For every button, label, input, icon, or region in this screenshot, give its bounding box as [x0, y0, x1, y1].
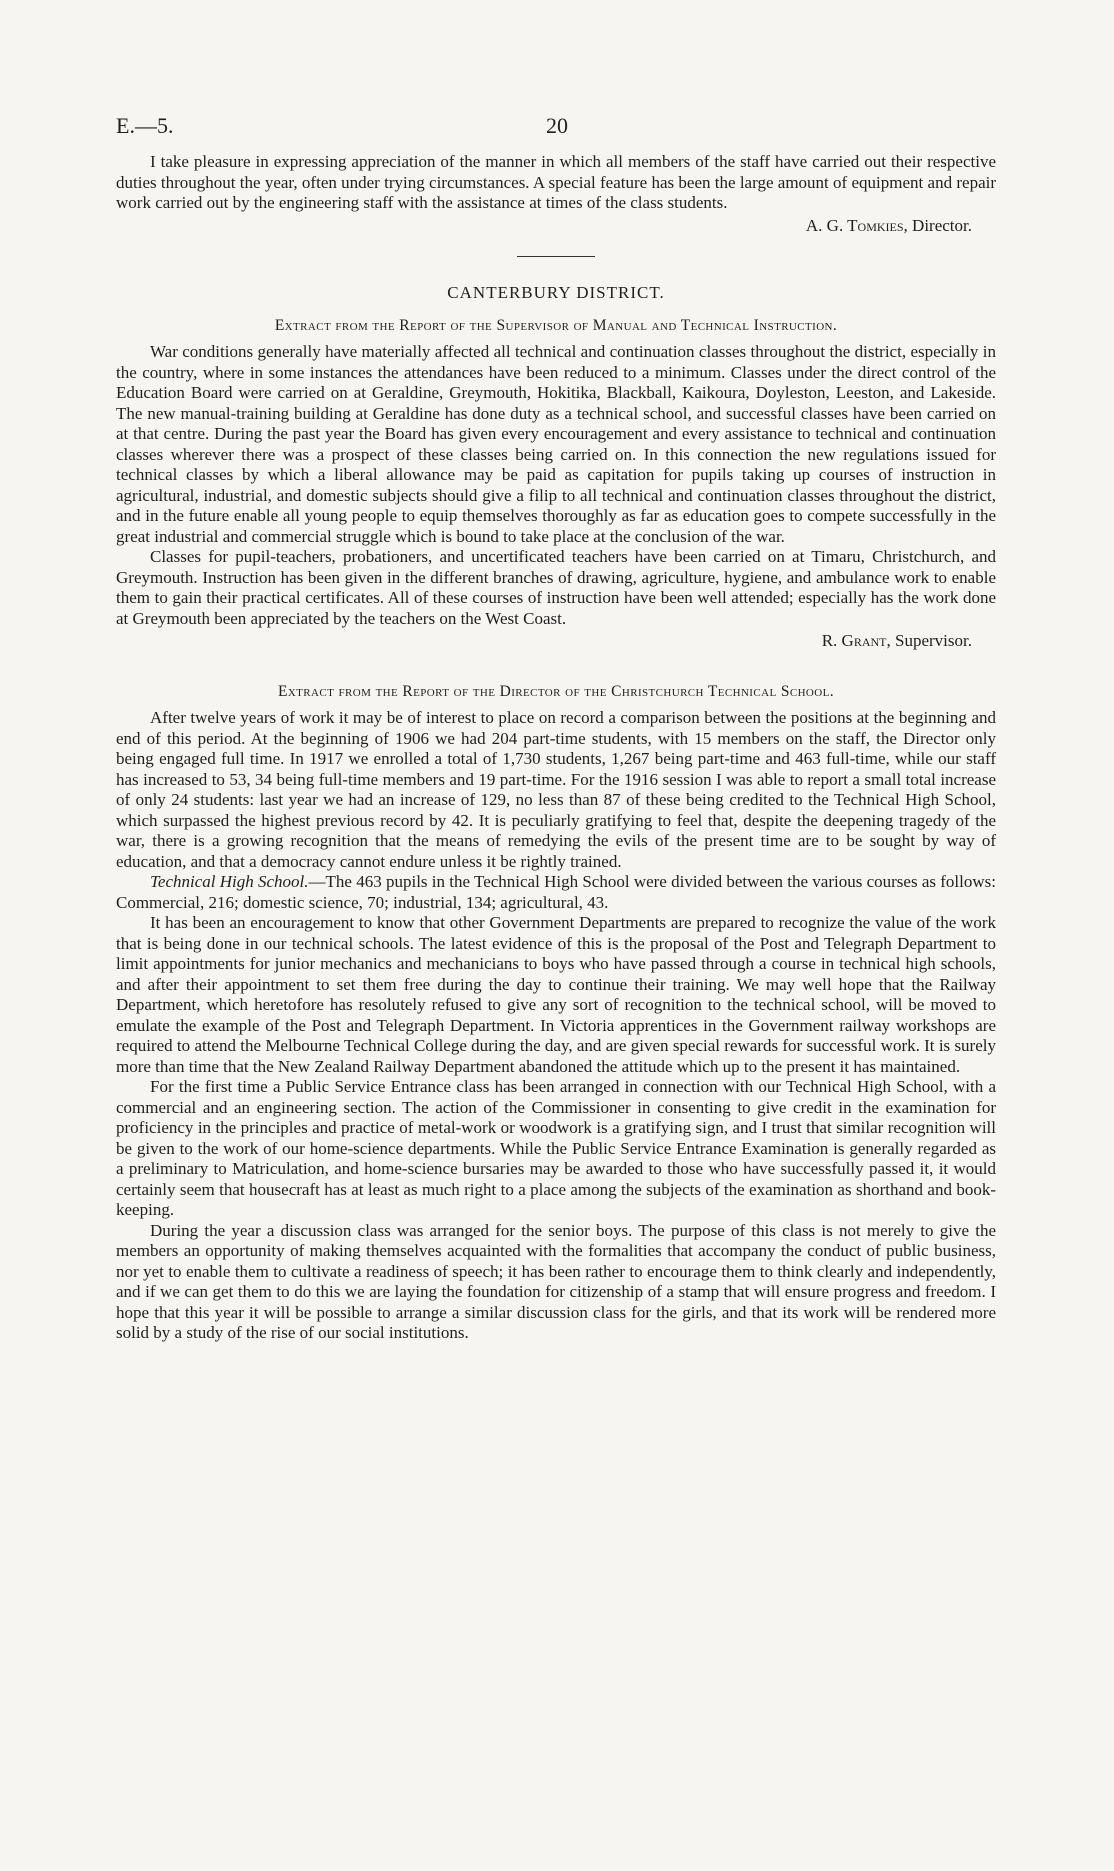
page-header [116, 113, 996, 152]
technical-high-school-text: —The 463 pupils in the Technical High School were divided between the various courses as follows: Commercial, 216; domestic science, 70; industrial, 134; agricultural, 43. [116, 872, 996, 912]
director-extract-heading: Extract from the Report of the Director of the Christchurch Technical School. [277, 682, 835, 700]
christchurch-paragraph: After twelve years of work it may be of interest to place on record a comparison between the positions at the beginning and end of this period. At the beginning of 1906 we had 204 part-time students, with 15 members on the staff, the Director only being engaged full time. In 1917 we enrolled a total of 1,730 students, 1,267 being part-time and 463 full-time, while our staff has increased to 53, 34 being full-time members and 19 part-time. For the 1916 session I was able to report a small total increase of only 24 students: last year we had an increase of 129, no less than 87 of these being credited to the Technical High School, which surpassed the highest previous record by 42. It is peculiarly gratifying to feel that, despite the deepening tragedy of the war, there is a growing recognition that the means of remedying the evils of the present time are to be sought by way of education, and that a democracy cannot endure unless it be rightly trained. [116, 708, 996, 871]
director-signature [116, 216, 972, 237]
district-heading: CANTERBURY DISTRICT. [447, 283, 665, 302]
page-number: 20 [546, 113, 568, 138]
opening-paragraph: I take pleasure in expressing appreciation of the manner in which all members of the staff have carried out their respective duties throughout the year, often under trying circumstances. A special feature has been the large amount of equipment and repair work carried out by the engineering staff with the assistance at times of the class students. [116, 152, 996, 212]
technical-high-school-label: Technical High School. [150, 872, 309, 891]
christchurch-paragraph: For the first time a Public Service Entrance class has been arranged in connection with our Technical High School, with a commercial and an engineering section. The action of the Commissioner in consenting to give credit in the examination for proficiency in the principles and practice of metal-work or woodwork is a gratifying sign, and I trust that similar recognition will be given to the work of our home-science departments. While the Public Service Entrance Examination is generally regarded as a preliminary to Matriculation, and home-science bursaries may be awarded to those who have successfully passed it, it would certainly seem that housecraft has at least as much right to a place among the subjects of the examination as shorthand and book-keeping. [116, 1077, 996, 1219]
canterbury-paragraph: War conditions generally have materially affected all technical and continuation classes throughout the district, especially in the country, where in some instances the attendances have been reduced to a minimum. Classes under the direct control of the Education Board were carried on at Geraldine, Greymouth, Hokitika, Blackball, Kaikoura, Doyleston, Leeston, and Lakeside. The new manual-training building at Geraldine has done duty as a technical school, and successful classes have been carried on at that centre. During the past year the Board has given every encouragement and every assistance to technical and continuation classes wherever there was a prospect of these classes being carried on. In this connection the new regulations issued for technical classes by which a liberal allowance may be paid as capitation for pupils taking up courses of instruction in agricultural, industrial, and domestic subjects should give a filip to all technical and continuation classes throughout the district, and in the future enable all young people to equip themselves thoroughly as far as education goes to compete successfully in the great industrial and commercial struggle which is bound to take place at the conclusion of the war. [116, 342, 996, 546]
christchurch-paragraph: During the year a discussion class was arranged for the senior boys. The purpose of this class is not merely to give the members an opportunity of making themselves acquainted with the formalities that accompany the conduct of public business, nor yet to enable them to cultivate a readiness of speech; it has been rather to encourage them to think clearly and independently, and if we can get them to do this we are laying the foundation for citizenship of a stamp that will ensure progress and freedom. I hope that this year it will be possible to arrange a similar discussion class for the girls, and that its work will be rendered more solid by a study of the rise of our social institutions. [116, 1220, 996, 1342]
technical-high-school-paragraph [116, 872, 996, 913]
signature-name: R. Grant [821, 631, 887, 650]
signature-name: A. G. Tomkies [805, 215, 904, 235]
document-reference: E.—5. [116, 113, 174, 138]
document-page [116, 113, 996, 1344]
supervisor-extract-heading: Extract from the Report of the Supervisor of Manual and Technical Instruction. [274, 316, 838, 334]
canterbury-paragraph: Classes for pupil-teachers, probationers, and uncertificated teachers have been carried on at Timaru, Christchurch, and Greymouth. Instruction has been given in the different branches of drawing, agriculture, hygiene, and ambulance work to enable them to gain their practical certificates. All of these courses of instruction have been well attended; especially has the work done at Greymouth been appreciated by the teachers on the West Coast. [116, 547, 996, 628]
signature-title: , Director. [903, 215, 972, 235]
signature-title: , Supervisor. [886, 631, 972, 650]
christchurch-paragraph: It has been an encouragement to know that other Government Departments are prepared to recognize the value of the work that is being done in our technical schools. The latest evidence of this is the proposal of the Post and Telegraph Department to limit appointments for junior mechanics and mechanicians to boys who have passed through a course in technical high schools, and after their appointment to set them free during the day to continue their training. We may well hope that the Railway Department, which heretofore has resolutely refused to give any sort of recognition to the technical school, will be moved to emulate the example of the Post and Telegraph Department. In Victoria apprentices in the Government railway workshops are required to attend the Melbourne Technical College during the day, and are given special rewards for successful work. It is surely more than time that the New Zealand Railway Department abandoned the attitude which up to the present it has maintained. [116, 913, 996, 1076]
supervisor-signature [116, 631, 972, 652]
section-divider [517, 256, 595, 257]
